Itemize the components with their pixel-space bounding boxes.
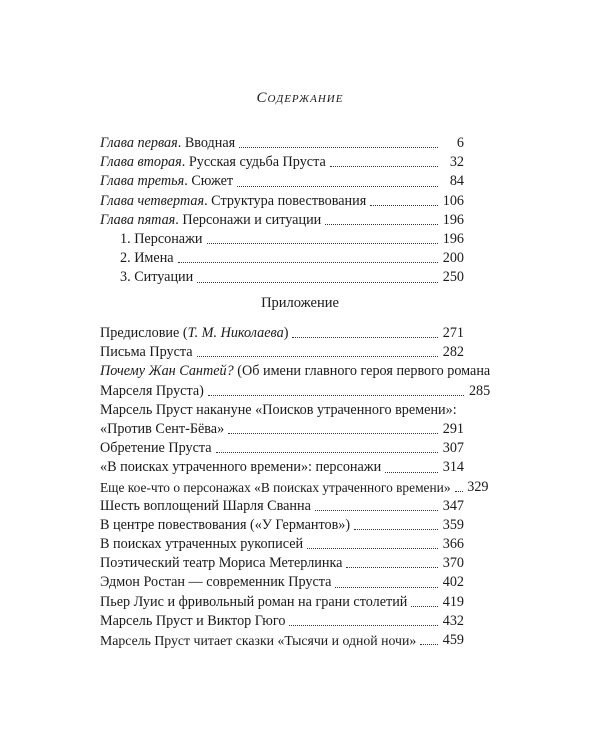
entry-text: Шесть воплощений Шарля Сванна xyxy=(100,497,311,514)
chapter-label: Глава первая xyxy=(100,134,178,151)
chapter-label: Глава пятая xyxy=(100,211,176,228)
leader-dots xyxy=(197,282,438,283)
page-number: 282 xyxy=(442,344,464,361)
page-number: 200 xyxy=(442,250,464,267)
entry-text: Эдмон Ростан — современник Пруста xyxy=(100,574,332,591)
page-number: 347 xyxy=(442,497,464,514)
subsection-title: 2. Имена xyxy=(120,250,174,267)
page-number: 250 xyxy=(442,269,464,286)
page-number: 329 xyxy=(467,478,489,495)
page-number: 32 xyxy=(449,154,464,171)
leader-dots xyxy=(239,147,438,148)
entry-text: Обретение Пруста xyxy=(100,440,212,457)
entry-text: «В поисках утраченного времени»: персонажи xyxy=(100,459,382,476)
leader-dots xyxy=(335,587,438,588)
appendix-heading: Приложение xyxy=(261,295,339,311)
page-number: 285 xyxy=(468,382,491,399)
leader-dots xyxy=(228,433,438,434)
entry-text: Пьер Луис и фривольный роман на грани столетий xyxy=(100,593,408,610)
entry-text: Марселя Пруста) xyxy=(100,382,204,399)
chapter-label: Глава четвертая xyxy=(100,192,205,209)
toc-entry[interactable] xyxy=(100,172,464,191)
toc-entry[interactable] xyxy=(100,439,464,458)
appendix-list xyxy=(100,324,491,650)
entry-text: В центре повествования («У Германтов») xyxy=(100,516,351,533)
page-number: 366 xyxy=(442,536,464,553)
leader-dots xyxy=(237,186,438,187)
toc-entry[interactable] xyxy=(100,343,464,362)
subsection-title: 1. Персонажи xyxy=(120,230,203,247)
entry-text: Предисловие ( xyxy=(100,324,188,341)
chapter-label: Глава третья xyxy=(100,173,185,190)
leader-dots xyxy=(370,205,438,206)
entry-text: ) xyxy=(283,324,289,341)
toc-entry[interactable] xyxy=(100,362,491,400)
toc-entry[interactable] xyxy=(100,192,464,211)
leader-dots xyxy=(178,262,438,263)
toc-subentry[interactable] xyxy=(100,249,464,268)
leader-dots xyxy=(330,166,438,167)
leader-dots xyxy=(307,548,438,549)
chapter-title: . Вводная xyxy=(177,134,236,151)
entry-text: Письма Пруста xyxy=(100,344,193,361)
toc-entry[interactable] xyxy=(100,612,464,631)
toc-entry[interactable] xyxy=(100,153,464,172)
page-number: 359 xyxy=(442,516,464,533)
page-number: 432 xyxy=(442,612,464,629)
page-number: 271 xyxy=(442,324,464,341)
leader-dots xyxy=(354,529,438,530)
page-number: 291 xyxy=(442,420,464,437)
leader-dots xyxy=(216,452,438,453)
leader-dots xyxy=(385,472,438,473)
leader-dots xyxy=(455,491,463,492)
author-name: Т. М. Николаева xyxy=(187,324,284,341)
toc-entry[interactable] xyxy=(100,497,464,516)
entry-text: Марсель Пруст читает сказки «Тысячи и одной ночи» xyxy=(100,633,417,649)
leader-dots xyxy=(289,625,438,626)
chapter-title: . Сюжет xyxy=(184,173,234,190)
chapter-label: Глава вторая xyxy=(100,154,182,171)
entry-title-italic: Почему Жан Сантей? xyxy=(100,363,234,380)
page-number: 196 xyxy=(442,211,464,228)
toc-entry[interactable] xyxy=(100,554,464,573)
page-number: 196 xyxy=(442,230,464,247)
leader-dots xyxy=(292,337,438,338)
leader-dots xyxy=(315,510,438,511)
chapters-list xyxy=(100,134,464,288)
page-number: 6 xyxy=(456,134,464,151)
toc-entry[interactable] xyxy=(100,458,464,477)
toc-subentry[interactable] xyxy=(100,268,464,287)
entry-text: «Против Сент-Бёва» xyxy=(100,420,225,437)
toc-entry[interactable] xyxy=(100,573,464,592)
page-number: 106 xyxy=(442,192,464,209)
leader-dots xyxy=(420,644,438,645)
toc-entry[interactable] xyxy=(100,211,464,230)
entry-text: Марсель Пруст и Виктор Гюго xyxy=(100,612,286,629)
toc-subentry[interactable] xyxy=(100,230,464,249)
leader-dots xyxy=(346,567,438,568)
chapter-title: . Структура повествования xyxy=(204,192,367,209)
leader-dots xyxy=(207,243,439,244)
toc-entry[interactable] xyxy=(100,401,464,439)
entry-text: Еще кое-что о персонажах «В поисках утраченного времени» xyxy=(100,479,451,495)
toc-entry[interactable] xyxy=(100,324,464,343)
page-number: 307 xyxy=(442,440,464,457)
entry-text: (Об имени главного героя первого романа xyxy=(233,363,491,380)
toc-entry[interactable] xyxy=(100,478,489,497)
leader-dots xyxy=(411,606,438,607)
entry-text: Поэтический театр Мориса Метерлинка xyxy=(100,555,343,572)
leader-dots xyxy=(197,356,438,357)
page-number: 402 xyxy=(442,574,464,591)
subsection-title: 3. Ситуации xyxy=(120,269,194,286)
toc-entry[interactable] xyxy=(100,631,464,650)
entry-text: В поисках утраченных рукописей xyxy=(100,536,304,553)
chapter-title: . Русская судьба Пруста xyxy=(181,154,326,171)
page-number: 314 xyxy=(442,459,464,476)
leader-dots xyxy=(208,395,464,396)
page-number: 419 xyxy=(442,593,464,610)
chapter-title: . Персонажи и ситуации xyxy=(175,211,322,228)
leader-dots xyxy=(325,224,438,225)
toc-entry[interactable] xyxy=(100,535,464,554)
entry-text: Марсель Пруст накануне «Поисков утраченного времени»: xyxy=(100,401,457,418)
page-title: Содержание xyxy=(256,90,344,106)
toc-entry[interactable] xyxy=(100,593,464,612)
toc-entry[interactable] xyxy=(100,516,464,535)
page-number: 459 xyxy=(442,632,464,649)
page-number: 84 xyxy=(449,173,464,190)
page-number: 370 xyxy=(442,555,464,572)
toc-entry[interactable] xyxy=(100,134,464,153)
